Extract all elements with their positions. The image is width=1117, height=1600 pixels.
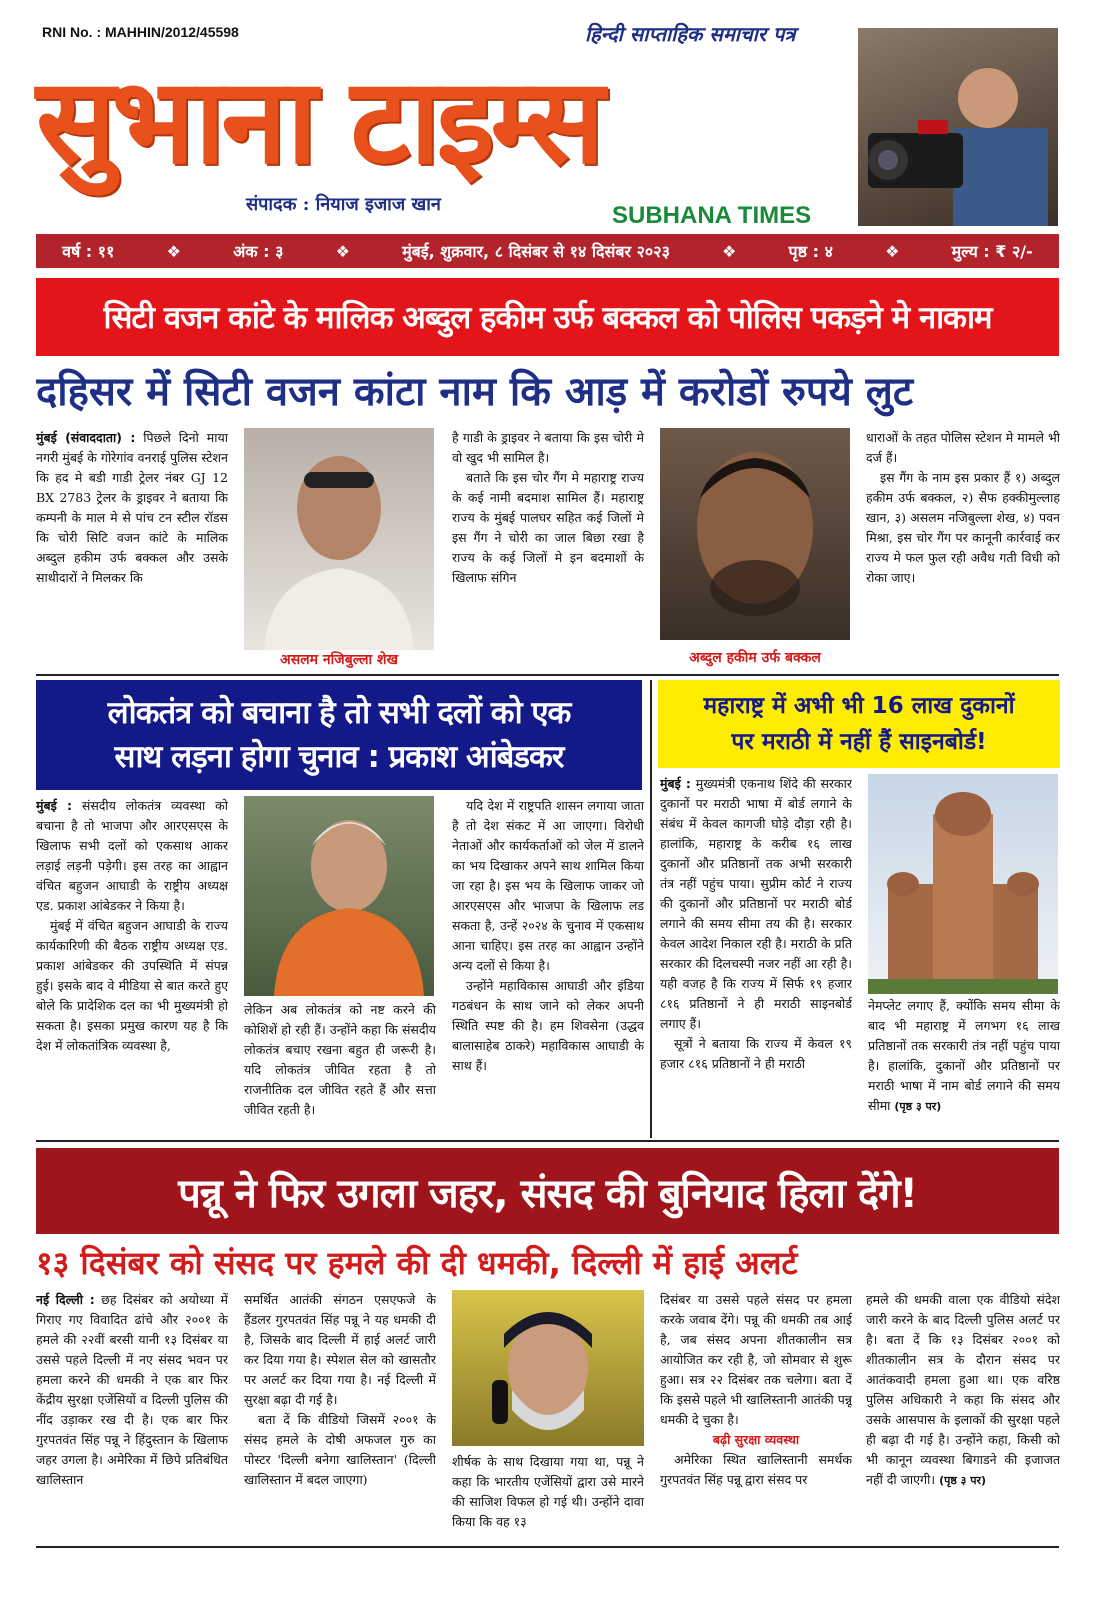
story4-headline: १३ दिसंबर को संसद पर हमले की दी धमकी, दिल्ली में हाई अलर्ट: [36, 1244, 798, 1282]
story3-col2: [868, 996, 1060, 1138]
story3-dateline: मुंबई :: [660, 776, 691, 791]
story4-col2: [244, 1290, 436, 1540]
story1-photo-aslam: [244, 428, 434, 650]
section-divider: [36, 1140, 1059, 1142]
story4-col4-para2: अमेरिका स्थित खालिस्तानी समर्थक गुरपतवंत सिंह पन्नू द्वारा संसद पर: [660, 1452, 852, 1487]
building-icon: [868, 774, 1058, 994]
story1-col2: [452, 428, 644, 672]
pages-label: पृष्ठ : ४: [788, 242, 833, 261]
story4-col4-para1: दिसंबर या उससे पहले संसद पर हमला करके जवाब देंगे। पन्नू की धमकी तब आई है, जब संसद अपना शीतकालीन सत्र आयोजित कर रही है, जो सोमवार से शुरू हुआ। सत्र २२ दिसंबर तक चलेगा। बता दें कि इससे पहले भी खालिस्तानी आतंकी पन्नू धमकी दे चुका है।: [660, 1292, 852, 1427]
story1-photo-abdul: [660, 428, 850, 640]
story2-col3-para2: उन्होंने महाविकास आघाडी और इंडिया गठबंधन के साथ जाने को लेकर अपनी स्थिति स्पष्ट की है। हम शिवसेना (उद्धव बालासाहेब ठाकरे) महाविकास आघाडी के साथ हैं।: [452, 978, 644, 1073]
story2-col1-para2: मुंबई में वंचित बहुजन आघाडी के राज्य कार्यकारिणी की बैठक राष्ट्रीय अध्यक्ष एड. प्रकाश आंबेडकर की उपस्थिति में संपन्न हुई। इसके बाद वे मीडिया से बात करते हुए बोले कि प्रादेशिक दल का भी मुख्यमंत्री हो सकता है। इसका प्रमुख कारण यह है कि देश में लोकतांत्रिक व्यवस्था है,: [36, 918, 228, 1053]
story1-dateline: मुंबई (संवाददाता) :: [36, 430, 136, 445]
story2-col2: लेकिन अब लोकतंत्र को नष्ट करने की कोशिशें हो रही हैं। उन्होंने कहा कि संसदीय लोकतंत्र बचाए रखना बहुत ही जरूरी है। यदि लोकतंत्र जीवित रहता है तो राजनीतिक दल जीवित रहते हैं और सत्ता जीवित रहती है।: [244, 1002, 436, 1117]
story4-col4: [660, 1290, 852, 1540]
story4-col1-text: छह दिसंबर को अयोध्या में गिराए गए विवादित ढांचे और २००१ के हमले की २२वीं बरसी यानी १३ दिसंबर या उससे पहले दिल्ली में नए संसद भवन पर हमला करने की धमकी ने एक बार फिर केंद्रीय सुरक्षा एजेंसियों व दिल्ली पुलिस की नींद उड़ाकर रख दी है। एक बार फिर गुरपतवंत सिंह पन्नू ने हिंदुस्तान के खिलाफ जहर उगला है। अमेरिका में छिपे प्रतिबंधित खालिस्तान: [36, 1292, 228, 1487]
story4-photo-pannun: [452, 1290, 644, 1446]
portrait-icon: [244, 428, 434, 650]
separator-icon: ❖: [722, 241, 737, 261]
story4-banner: पन्नू ने फिर उगला जहर, संसद की बुनियाद हिला देंगे!: [36, 1148, 1059, 1234]
story1-col3-para2: इस गैंग के नाम इस प्रकार हैं १) अब्दुल हकीम उर्फ बक्कल, २) सैफ हक्कीमुल्लाह खान, ३) असलम नजिबुल्ला शेख, ४) पवन मिश्रा, इस चोर गैंग पर कानूनी कार्रवाई कर राज्य मे फल फुल रही अवैध गती विधी को रोका जाए।: [866, 470, 1060, 585]
rni-number: RNI No. : MAHHIN/2012/45598: [42, 24, 239, 40]
story2-headline-box: [36, 680, 642, 790]
english-name: SUBHANA TIMES: [612, 202, 812, 229]
story2-col3: [452, 796, 644, 1136]
story2-col1-para1: संसदीय लोकतंत्र व्यवस्था को बचाना है तो भाजपा और आरएसएस के खिलाफ सभी दलों को एकसाथ आकर लड़ाई लड़नी पड़ेगी। इस तरह का आह्वान वंचित बहुजन आघाडी के राष्ट्रीय अध्यक्ष एड. प्रकाश आंबेडकर ने किया है।: [36, 798, 228, 913]
story2-col1: [36, 796, 228, 1136]
story4-dateline: नई दिल्ली :: [36, 1292, 95, 1307]
tagline: हिन्दी साप्ताहिक समाचार पत्र: [585, 22, 796, 46]
story2-headline-line1: लोकतंत्र को बचाना है तो सभी दलों को एक: [107, 695, 571, 731]
video-camera-icon: [858, 28, 1058, 226]
portrait-icon: [660, 428, 850, 640]
separator-icon: ❖: [885, 241, 900, 261]
story4-col1: [36, 1290, 228, 1540]
story1-banner: सिटी वजन कांटे के मालिक अब्दुल हकीम उर्फ बक्कल को पोलिस पकड़ने मे नाकाम: [36, 278, 1059, 356]
story1-col3: [866, 428, 1060, 672]
price-label: मुल्य : ₹ २/-: [951, 242, 1033, 261]
story4-col5-text: हमले की धमकी वाला एक वीडियो संदेश जारी करने के बाद दिल्ली पुलिस अलर्ट पर है। बता दें कि १३ दिसंबर २००१ को शीतकालीन सत्र के दौरान संसद पर आतंकवादी हमला हुआ था। एक वरिष्ठ पुलिस अधिकारी ने कहा कि संसद और उसके आसपास के इलाकों की सुरक्षा पहले ही बढ़ा दी गई है। उन्होंने कहा, किसी को भी कानून व्यवस्था बिगाडने की इजाजत नहीं दी जाएगी।: [866, 1292, 1060, 1487]
place-date: मुंबई, शुक्रवार, ८ दिसंबर से १४ दिसंबर २०२३: [402, 242, 670, 261]
story2-col3-para1: यदि देश में राष्ट्रपति शासन लगाया जाता है तो देश संकट में आ जाएगा। विरोधी नेताओं और कार्यकर्ताओं को जेल में डालने का भय दिखाकर अपने साथ शामिल किया जा रहा है। इस भय के खिलाफ जाकर जो आरएसएस और भाजपा के खिलाफ लड सकता है, उन्हें २०२४ के चुनाव में एकसाथ आना चाहिए। इस तरह का आह्वान उन्होंने अन्य दलों से किया है।: [452, 798, 644, 973]
story2-dateline: मुंबई :: [36, 798, 72, 813]
story3-continued: (पृष्ठ ३ पर): [894, 1100, 942, 1113]
story1-col1-text: पिछले दिनो माया नगरी मुंबई के गोरेगांव वनराई पुलिस स्टेशन कि हद मे बडी गाडी ट्रेलर नंबर GJ 12 BX 2783 ट्रेलर के ड्राइवर ने बताया कि कम्पनी के माल मे से पांच टन स्टील रॉडस कि चोरी सिटि वजन कांटे के मालिक अब्दुल हकीम उर्फ बक्कल और उसके साथीदारों ने मिलकर कि: [36, 430, 228, 585]
story2-headline-line2: साथ लड़ना होगा चुनाव : प्रकाश आंबेडकर: [114, 739, 564, 775]
story1-caption-abdul: अब्दुल हकीम उर्फ बक्कल: [689, 650, 821, 666]
separator-icon: ❖: [166, 241, 181, 261]
story3-headline-line2: पर मराठी में नहीं हैं साइनबोर्ड!: [731, 729, 987, 755]
separator-icon: ❖: [335, 241, 350, 261]
story4-col3: शीर्षक के साथ दिखाया गया था, पन्नू ने कहा कि भारतीय एजेंसियों द्वारा उसे मारने की साजिश विफल हो गई थी। उन्होंने दावा किया कि वह १३: [452, 1454, 644, 1529]
story4-continued: (पृष्ठ ३ पर): [939, 1474, 986, 1487]
section-divider: [36, 674, 1059, 676]
story3-headline-line1: महाराष्ट्र में अभी भी 16 लाख दुकानों: [703, 693, 1015, 719]
story3-col1-para2: सूत्रों ने बताया कि राज्य में केवल १९ हजार ८१६ प्रतिष्ठानों ने ही मराठी: [660, 1036, 852, 1071]
story1-col3-para1: धाराओं के तहत पोलिस स्टेशन मे मामले भी दर्ज हैं।: [866, 430, 1060, 465]
story4-col2-para2: बता दें कि वीडियो जिसमें २००१ के संसद हमले के दोषी अफजल गुरु का पोस्टर 'दिल्ली बनेगा खालिस्तान' (दिल्ली खालिस्तान में बदल जाएगा): [244, 1412, 436, 1487]
issue-label: अंक : ३: [233, 242, 284, 261]
story1-col2-para2: बताते कि इस चोर गैंग मे महाराष्ट्र राज्य के कई नामी बदमाश सामिल हैं। महाराष्ट्र राज्य के मुंबई पालघर सहित कई जिलों मे इस गैंग ने चोरी का जाल बिछा रखा है राज्य के कई जिलों मे इन बदमाशों के खिलाफ संगिन: [452, 470, 644, 585]
page-bottom-rule: [36, 1546, 1059, 1548]
story3-col1-para1: मुख्यमंत्री एकनाथ शिंदे की सरकार दुकानों पर मराठी भाषा में बोर्ड लगाने के संबंध में केवल कागजी घोड़े दौड़ा रही है। हालांकि, महाराष्ट्र के करीब १६ लाख दुकानों और प्रतिष्ठानों तक अभी सरकारी तंत्र नहीं पहुंच पाया। सुप्रीम कोर्ट ने राज्य की दुकानों और प्रतिष्ठानों पर मराठी बोर्ड लगाने की समय सीमा तय की है। सरकार केवल आदेश निकाल रही है। मराठी के प्रति सरकार की दिलचस्पी नजर नहीं आ रही है। यही वजह है कि राज्य में सिर्फ १९ हजार ८१६ प्रतिष्ठानों ने ही मराठी साइनबोर्ड लगाए हैं।: [660, 776, 852, 1031]
story4-subhead: बढ़ी सुरक्षा व्यवस्था: [712, 1432, 800, 1447]
column-divider: [650, 680, 652, 1138]
story1-caption-aslam: असलम नजिबुल्ला शेख: [280, 652, 398, 668]
phone-icon: [452, 1290, 644, 1446]
story1-col2-para1: है गाडी के ड्राइवर ने बताया कि इस चोरी मे वो खुद भी सामिल है।: [452, 430, 644, 465]
story4-col2-para1: समर्थित आतंकी संगठन एसएफजे के हैंडलर गुरपतवंत सिंह पन्नू ने यह धमकी दी है, जिसके बाद दिल्ली में हाई अलर्ट जारी कर दिया गया है। स्पेशल सेल को खासतौर पर अलर्ट कर दिया गया है। नई दिल्ली में सुरक्षा बढ़ा दी गई है।: [244, 1292, 436, 1407]
story1-col1: [36, 428, 228, 672]
cameraman-photo: [858, 28, 1058, 226]
portrait-icon: [244, 796, 434, 996]
year-label: वर्ष : ११: [62, 242, 115, 261]
masthead-title: सुभाना टाइम्स: [36, 52, 601, 190]
story3-col1: [660, 774, 852, 1136]
story4-col5: [866, 1290, 1060, 1540]
story2-photo-ambedkar: [244, 796, 434, 996]
story1-headline: दहिसर में सिटी वजन कांटा नाम कि आड़ में करोडों रुपये लुट: [36, 369, 914, 415]
issue-info-bar: [36, 234, 1059, 268]
story3-col2-text: नेमप्लेट लगाए हैं, क्योंकि समय सीमा के बाद भी महाराष्ट्र में लगभग १६ लाख प्रतिष्ठानों तक सरकारी तंत्र नहीं पहुंच पाया है। हालांकि, दुकानों और प्रतिष्ठानों पर मराठी भाषा में नाम बोर्ड लगाने की समय सीमा: [868, 998, 1060, 1113]
editor-credit: संपादक : नियाज इजाज खान: [246, 194, 441, 215]
story3-headline-box: [658, 680, 1060, 768]
story3-photo-bmc-building: [868, 774, 1058, 994]
